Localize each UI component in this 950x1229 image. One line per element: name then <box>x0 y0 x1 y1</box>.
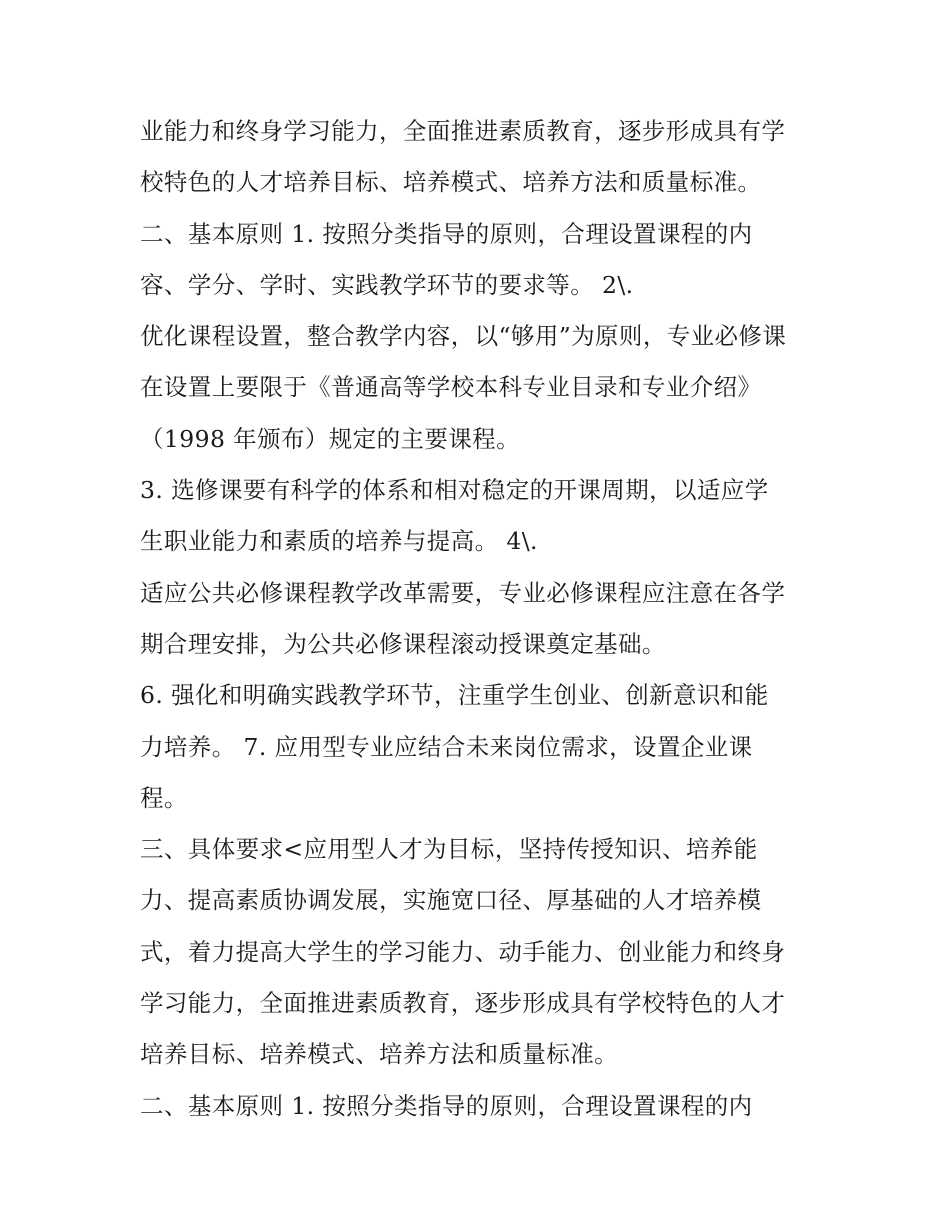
text-line: 3. 选修课要有科学的体系和相对稳定的开课周期，以适应学 <box>140 476 769 505</box>
text-line: 式，着力提高大学生的学习能力、动手能力、创业能力和终身 <box>140 937 786 966</box>
text-line: 学习能力，全面推进素质教育，逐步形成具有学校特色的人才 <box>140 989 786 1018</box>
text-line: 程。 <box>140 783 188 812</box>
text-line: （1998 年颁布）规定的主要课程。 <box>140 424 520 453</box>
text-line: 容、学分、学时、实践教学环节的要求等。 2\. <box>140 270 634 299</box>
text-line: 生职业能力和素质的培养与提高。 4\. <box>140 527 538 556</box>
body-text <box>140 106 820 1132</box>
text-line: 三、具体要求<应用型人才为目标，坚持传授知识、培养能 <box>140 835 758 864</box>
text-line: 优化课程设置，整合教学内容，以“够用”为原则，专业必修课 <box>140 322 787 351</box>
text-line: 校特色的人才培养目标、培养模式、培养方法和质量标准。 <box>140 168 762 197</box>
text-line: 业能力和终身学习能力，全面推进素质教育，逐步形成具有学 <box>140 117 786 145</box>
text-line: 力、提高素质协调发展，实施宽口径、厚基础的人才培养模 <box>140 886 762 915</box>
text-line: 6. 强化和明确实践教学环节，注重学生创业、创新意识和能 <box>140 681 769 710</box>
text-line: 力培养。 7. 应用型专业应结合未来岗位需求，设置企业课 <box>140 732 753 761</box>
text-line: 期合理安排，为公共必修课程滚动授课奠定基础。 <box>140 629 666 658</box>
text-line: 二、基本原则 1. 按照分类指导的原则，合理设置课程的内 <box>140 219 753 248</box>
text-line: 适应公共必修课程教学改革需要，专业必修课程应注意在各学 <box>140 578 786 607</box>
text-line: 二、基本原则 1. 按照分类指导的原则，合理设置课程的内 <box>140 1091 753 1120</box>
text-line: 培养目标、培养模式、培养方法和质量标准。 <box>140 1040 618 1069</box>
text-line: 在设置上要限于《普通高等学校本科专业目录和专业介绍》 <box>140 373 762 402</box>
